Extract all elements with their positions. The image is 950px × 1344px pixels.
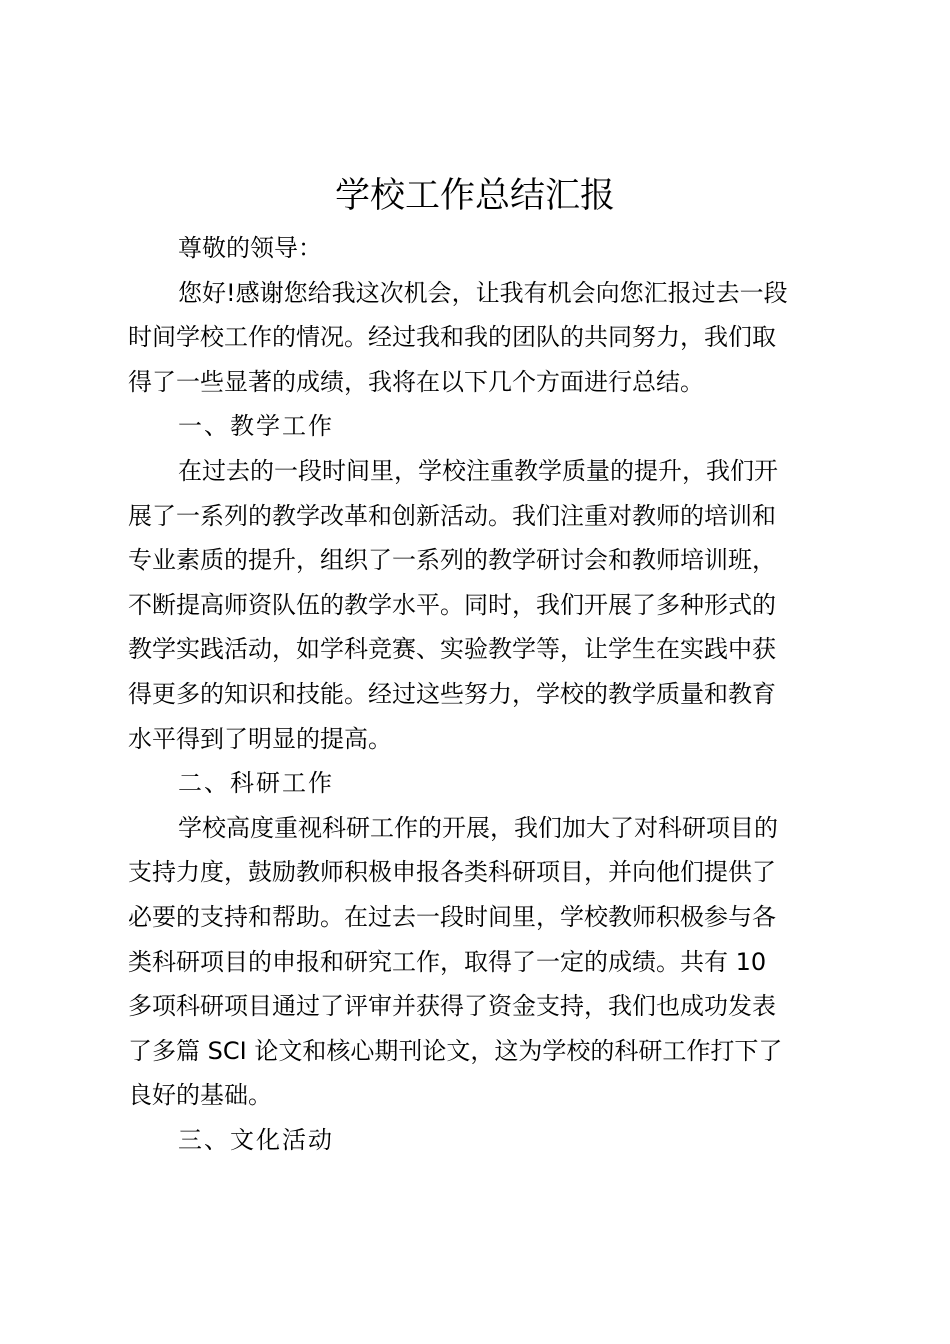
- paragraph-line: 得了一些显著的成绩，我将在以下几个方面进行总结。: [128, 367, 704, 396]
- paragraph-line: 水平得到了明显的提高。: [128, 724, 392, 753]
- paragraph-line: 时间学校工作的情况。经过我和我的团队的共同努力，我们取: [128, 323, 776, 352]
- salutation-line: 尊敬的领导：: [178, 234, 322, 262]
- paragraph-line: 类科研项目的申报和研究工作，取得了一定的成绩。共有 10: [128, 947, 767, 976]
- section-heading: 二、科研工作: [178, 769, 334, 798]
- paragraph-line: 了多篇 SCI 论文和核心期刊论文，这为学校的科研工作打下了: [128, 1036, 783, 1065]
- paragraph-line: 良好的基础。: [128, 1081, 272, 1110]
- paragraph-line: 学校高度重视科研工作的开展，我们加大了对科研项目的: [178, 813, 778, 842]
- section-heading: 一、教学工作: [178, 412, 334, 441]
- paragraph-line: 必要的支持和帮助。在过去一段时间里，学校教师积极参与各: [128, 902, 776, 931]
- paragraph-line: 展了一系列的教学改革和创新活动。我们注重对教师的培训和: [128, 501, 776, 530]
- paragraph-line: 多项科研项目通过了评审并获得了资金支持，我们也成功发表: [128, 992, 776, 1021]
- paragraph-line: 教学实践活动，如学科竞赛、实验教学等，让学生在实践中获: [128, 635, 776, 664]
- document-title: 学校工作总结汇报: [334, 176, 615, 216]
- document-body: [128, 226, 828, 1162]
- paragraph-line: 您好!感谢您给我这次机会，让我有机会向您汇报过去一段: [178, 278, 788, 307]
- section-heading: 三、文化活动: [178, 1125, 334, 1154]
- paragraph-line: 在过去的一段时间里，学校注重教学质量的提升，我们开: [178, 456, 778, 485]
- paragraph-line: 支持力度，鼓励教师积极申报各类科研项目，并向他们提供了: [128, 858, 776, 887]
- paragraph-line: 专业素质的提升，组织了一系列的教学研讨会和教师培训班，: [128, 546, 776, 575]
- paragraph-line: 不断提高师资队伍的教学水平。同时，我们开展了多种形式的: [128, 590, 776, 619]
- paragraph-line: 得更多的知识和技能。经过这些努力，学校的教学质量和教育: [128, 679, 776, 708]
